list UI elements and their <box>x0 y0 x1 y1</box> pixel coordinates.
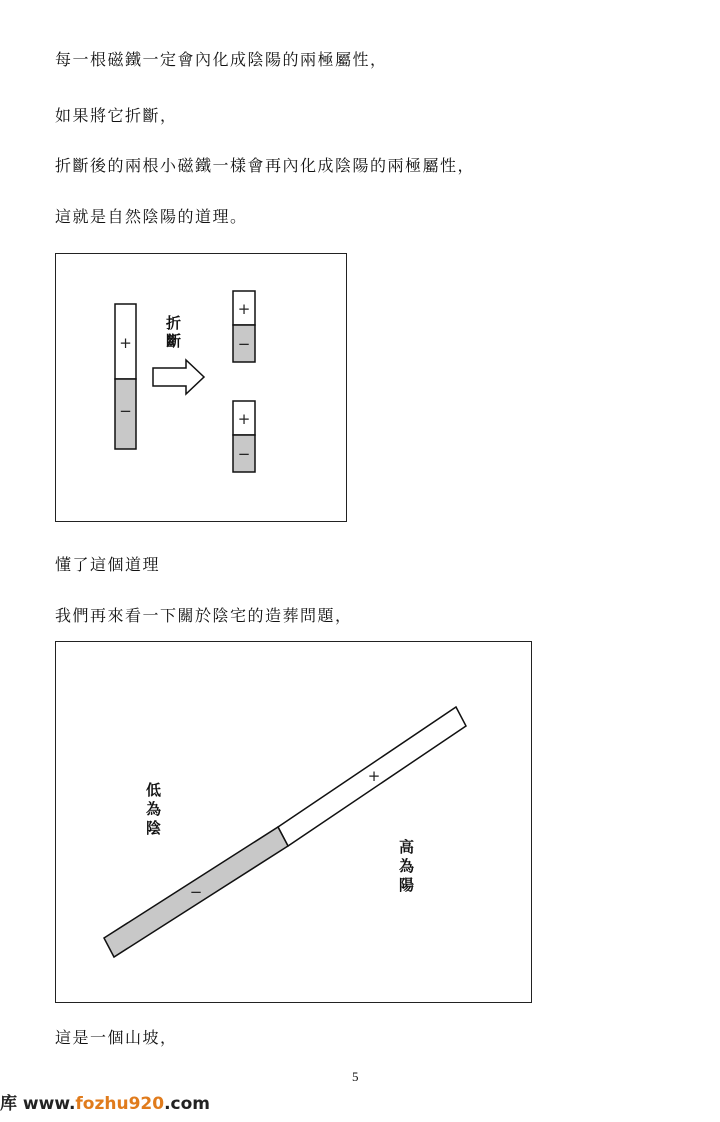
low-label-char-1: 低 <box>146 781 162 799</box>
break-label-char-2: 斷 <box>166 332 182 350</box>
paragraph-line-6: 我們再來看一下關於陰宅的造葬問題， <box>55 606 353 625</box>
high-label-char-2: 為 <box>399 857 415 875</box>
high-label-char-3: 陽 <box>399 876 415 894</box>
paragraph-line-3: 折斷後的兩根小磁鐵一樣會再內化成陰陽的兩極屬性， <box>55 156 476 175</box>
paragraph-line-5: 懂了這個道理 <box>55 555 161 574</box>
magnet-break-figure <box>55 253 347 522</box>
watermark <box>0 1089 210 1114</box>
low-label-char-2: 為 <box>146 800 162 818</box>
magnet-minus-sign: − <box>119 402 132 420</box>
small-magnet-top-minus: − <box>237 335 251 353</box>
paragraph-line-4: 這就是自然陰陽的道理。 <box>55 207 248 226</box>
slope-figure <box>55 641 532 1003</box>
low-label-char-3: 陰 <box>146 819 162 837</box>
right-arrow-icon <box>153 360 204 394</box>
page-number: 5 <box>352 1069 359 1084</box>
watermark-suffix: .com <box>164 1094 211 1114</box>
magnet-plus-sign: + <box>119 334 132 352</box>
paragraph-line-1: 每一根磁鐵一定會內化成陰陽的兩極屬性， <box>55 50 388 69</box>
break-label-char-1: 折 <box>166 314 182 332</box>
small-magnet-bottom-plus: + <box>237 410 251 428</box>
watermark-prefix: 库 www. <box>0 1094 76 1114</box>
magnet-break-diagram <box>56 254 348 523</box>
watermark-brand: fozhu920 <box>75 1094 165 1114</box>
high-label-char-1: 高 <box>399 838 415 856</box>
paragraph-line-7: 這是一個山坡， <box>55 1028 178 1047</box>
slope-minus-sign: − <box>189 883 203 901</box>
slope-plus-sign: + <box>367 767 381 785</box>
small-magnet-bottom-minus: − <box>237 445 251 463</box>
slope-diagram <box>56 642 533 1004</box>
small-magnet-top-plus: + <box>237 300 251 318</box>
paragraph-line-2: 如果將它折斷， <box>55 106 178 125</box>
